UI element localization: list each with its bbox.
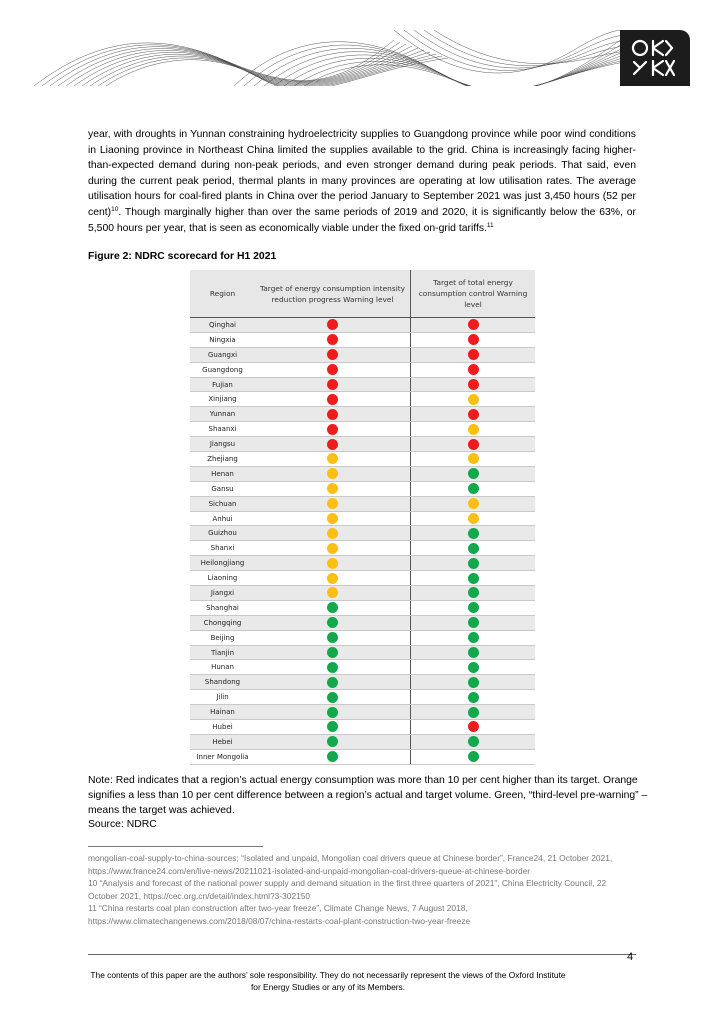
green-warning-dot (468, 751, 479, 762)
region-name: Sichuan (208, 499, 237, 508)
total-warning-cell (411, 750, 535, 764)
region-name: Hubei (212, 723, 233, 732)
green-warning-dot (468, 468, 479, 479)
intensity-warning-cell (255, 497, 411, 511)
green-warning-dot (327, 677, 338, 688)
intensity-warning-cell (255, 452, 411, 466)
region-name: Guizhou (208, 529, 237, 538)
green-warning-dot (468, 587, 479, 598)
page-number: 4 (627, 951, 634, 963)
region-name: Liaoning (207, 574, 238, 583)
total-warning-cell (411, 571, 535, 585)
red-warning-dot (468, 721, 479, 732)
total-warning-cell (411, 467, 535, 481)
intensity-warning-cell (255, 407, 411, 421)
red-warning-dot (327, 439, 338, 450)
total-warning-cell (411, 333, 535, 347)
footnote-ref-11[interactable]: 11 (486, 221, 494, 229)
table-header (190, 270, 535, 318)
green-warning-dot (468, 558, 479, 569)
region-name: Hunan (211, 663, 234, 672)
orange-warning-dot (327, 453, 338, 464)
table-row (190, 705, 535, 720)
total-warning-cell (411, 631, 535, 645)
red-warning-dot (327, 409, 338, 420)
orange-warning-dot (327, 587, 338, 598)
note-source: Source: NDRC (88, 819, 157, 831)
total-warning-cell (411, 586, 535, 600)
orange-warning-dot (327, 573, 338, 584)
total-warning-cell (411, 318, 535, 332)
orange-warning-dot (468, 424, 479, 435)
orange-warning-dot (468, 498, 479, 509)
red-warning-dot (468, 409, 479, 420)
green-warning-dot (468, 573, 479, 584)
table-row (190, 735, 535, 750)
green-warning-dot (327, 662, 338, 673)
intensity-warning-cell (255, 571, 411, 585)
red-warning-dot (327, 424, 338, 435)
figure-note (88, 774, 648, 833)
intensity-warning-cell (255, 526, 411, 540)
orange-warning-dot (468, 453, 479, 464)
intensity-warning-cell (255, 601, 411, 615)
total-warning-cell (411, 512, 535, 526)
footnote-10: 10 “Analysis and forecast of the national power supply and demand situation in the first three quarters of 2021”, China Electricity Council, 22 October 2021, https://cec.org.cn/detail/index.html?3-302150 (88, 878, 607, 901)
table-row (190, 646, 535, 661)
green-warning-dot (327, 647, 338, 658)
region-name: Hebei (212, 737, 233, 746)
footnote-11: 11 “China restarts coal plan construction after two-year freeze”, Climate Change News, 7 August 2018, https://www.climatechangenews.com/2018/08/07/china-restarts-coal-plant-construction-two-year-freeze (88, 903, 471, 926)
table-row (190, 720, 535, 735)
intensity-warning-cell (255, 586, 411, 600)
intensity-warning-cell (255, 616, 411, 630)
total-warning-cell (411, 422, 535, 436)
total-warning-cell (411, 378, 535, 392)
region-name: Zhejiang (207, 455, 238, 464)
total-warning-cell (411, 452, 535, 466)
intensity-warning-cell (255, 348, 411, 362)
intensity-warning-cell (255, 318, 411, 332)
intensity-warning-cell (255, 675, 411, 689)
region-name: Shanxi (210, 544, 235, 553)
green-warning-dot (327, 632, 338, 643)
intensity-warning-cell (255, 705, 411, 719)
table-row (190, 571, 535, 586)
table-row (190, 348, 535, 363)
red-warning-dot (327, 349, 338, 360)
table-row (190, 422, 535, 437)
region-name: Shandong (204, 678, 241, 687)
region-name: Yunnan (209, 410, 236, 419)
table-row (190, 378, 535, 393)
table-row (190, 601, 535, 616)
total-warning-cell (411, 675, 535, 689)
column-header-region: Region (209, 289, 236, 298)
body-paragraph-main: year, with droughts in Yunnan constraining hydroelectricity supplies to Guangdong province while poor wind conditions in Liaoning province in Northeast China limited the supplies available to the grid. China is increasingly facing higher-than-expected demand during non-peak periods, and even stronger demand during peak periods. That said, even during the current peak period, thermal plants in many provinces are operating at low utilisation rates. The average utilisation hours for coal-fired plants in China over the period January to September 2021 was just 3,450 hours (52 per cent) (88, 129, 636, 218)
orange-warning-dot (327, 528, 338, 539)
footer-divider (88, 954, 636, 955)
table-row (190, 318, 535, 333)
intensity-warning-cell (255, 482, 411, 496)
green-warning-dot (468, 647, 479, 658)
table-row (190, 556, 535, 571)
orange-warning-dot (468, 513, 479, 524)
green-warning-dot (327, 751, 338, 762)
orange-warning-dot (468, 394, 479, 405)
intensity-warning-cell (255, 422, 411, 436)
table-row (190, 541, 535, 556)
intensity-warning-cell (255, 512, 411, 526)
table-row (190, 407, 535, 422)
red-warning-dot (327, 319, 338, 330)
intensity-warning-cell (255, 720, 411, 734)
region-name: Jiangxi (210, 589, 235, 598)
table-row (190, 437, 535, 452)
intensity-warning-cell (255, 631, 411, 645)
region-name: Tianjin (210, 648, 235, 657)
green-warning-dot (468, 528, 479, 539)
region-name: Jilin (216, 693, 229, 702)
green-warning-dot (327, 736, 338, 747)
footnote-ref-10[interactable]: 10 (111, 205, 119, 213)
region-name: Heilongjiang (200, 559, 245, 568)
red-warning-dot (468, 349, 479, 360)
table-row (190, 631, 535, 646)
green-warning-dot (468, 692, 479, 703)
table-row (190, 467, 535, 482)
total-warning-cell (411, 497, 535, 511)
intensity-warning-cell (255, 690, 411, 704)
green-warning-dot (468, 632, 479, 643)
table-row (190, 690, 535, 705)
table-row (190, 586, 535, 601)
green-warning-dot (468, 617, 479, 628)
column-header-intensity: Target of energy consumption intensity reduction progress Warning level (255, 270, 411, 317)
intensity-warning-cell (255, 378, 411, 392)
orange-warning-dot (327, 513, 338, 524)
region-name: Jiangsu (209, 440, 236, 449)
total-warning-cell (411, 526, 535, 540)
table-row (190, 363, 535, 378)
intensity-warning-cell (255, 541, 411, 555)
table-row (190, 660, 535, 675)
table-row (190, 392, 535, 407)
total-warning-cell (411, 437, 535, 451)
region-name: Anhui (212, 514, 233, 523)
region-name: Gansu (211, 484, 234, 493)
intensity-warning-cell (255, 660, 411, 674)
table-body (190, 318, 535, 765)
total-warning-cell (411, 616, 535, 630)
green-warning-dot (327, 692, 338, 703)
footnote-9-continued: mongolian-coal-supply-to-china-sources; “Isolated and unpaid, Mongolian coal drivers queue at Chinese border”, France24, 21 October 2021, https://www.france24.com/en/live-news/20211021-isolated-and-unpaid-mongolian-coal-drivers-queue-at-chinese-border (88, 853, 613, 876)
green-warning-dot (327, 721, 338, 732)
region-name: Guangxi (207, 350, 238, 359)
green-warning-dot (468, 602, 479, 613)
region-name: Hainan (210, 708, 235, 717)
total-warning-cell (411, 601, 535, 615)
footer-disclaimer: The contents of this paper are the authors’ sole responsibility. They do not necessarily represent the views of the Oxford Institute for Energy Studies or any of its Members. (90, 970, 566, 992)
green-warning-dot (468, 677, 479, 688)
region-name: Beijing (210, 633, 235, 642)
table-row (190, 497, 535, 512)
red-warning-dot (327, 364, 338, 375)
total-warning-cell (411, 690, 535, 704)
body-paragraph-continued: . Though marginally higher than over the same periods of 2019 and 2020, it is significantly below the 63%, or 5,500 hours per year, that is seen as economically viable under the fixed on-grid tariffs. (88, 206, 636, 234)
intensity-warning-cell (255, 333, 411, 347)
region-name: Guangdong (202, 365, 243, 374)
red-warning-dot (468, 319, 479, 330)
region-name: Shanghai (206, 603, 239, 612)
table-row (190, 482, 535, 497)
intensity-warning-cell (255, 646, 411, 660)
red-warning-dot (327, 379, 338, 390)
green-warning-dot (468, 543, 479, 554)
intensity-warning-cell (255, 556, 411, 570)
green-warning-dot (468, 662, 479, 673)
red-warning-dot (468, 334, 479, 345)
intensity-warning-cell (255, 735, 411, 749)
orange-warning-dot (327, 498, 338, 509)
footnote-divider (88, 846, 263, 847)
table-row (190, 526, 535, 541)
table-row (190, 616, 535, 631)
region-name: Ningxia (209, 335, 236, 344)
table-row (190, 750, 535, 765)
intensity-warning-cell (255, 392, 411, 406)
total-warning-cell (411, 735, 535, 749)
green-warning-dot (468, 483, 479, 494)
intensity-warning-cell (255, 363, 411, 377)
table-row (190, 333, 535, 348)
green-warning-dot (327, 602, 338, 613)
region-name: Inner Mongolia (196, 752, 249, 761)
green-warning-dot (327, 707, 338, 718)
region-name: Qinghai (208, 321, 236, 329)
red-warning-dot (468, 364, 479, 375)
total-warning-cell (411, 363, 535, 377)
total-warning-cell (411, 556, 535, 570)
red-warning-dot (468, 379, 479, 390)
figure-caption: Figure 2: NDRC scorecard for H1 2021 (88, 251, 277, 262)
red-warning-dot (327, 334, 338, 345)
total-warning-cell (411, 660, 535, 674)
total-warning-cell (411, 646, 535, 660)
total-warning-cell (411, 720, 535, 734)
column-header-total: Target of total energy consumption control Warning level (418, 278, 528, 309)
total-warning-cell (411, 541, 535, 555)
ndrc-scorecard-table (190, 270, 535, 765)
body-paragraph (88, 127, 636, 236)
total-warning-cell (411, 407, 535, 421)
green-warning-dot (468, 707, 479, 718)
region-name: Henan (211, 469, 234, 478)
region-name: Chongqing (203, 618, 242, 627)
region-name: Fujian (212, 380, 233, 389)
intensity-warning-cell (255, 437, 411, 451)
intensity-warning-cell (255, 750, 411, 764)
note-text: Note: Red indicates that a region’s actual energy consumption was more than 10 per cent higher than its target. Orange signifies a less than 10 per cent difference between a region’s actual and target volume. Green, “third-level pre-warning” – means the target was achieved. (88, 775, 648, 816)
orange-warning-dot (327, 558, 338, 569)
red-warning-dot (468, 439, 479, 450)
region-name: Shaanxi (208, 425, 237, 434)
footnotes (88, 852, 638, 927)
green-warning-dot (468, 736, 479, 747)
table-row (190, 675, 535, 690)
total-warning-cell (411, 392, 535, 406)
orange-warning-dot (327, 483, 338, 494)
intensity-warning-cell (255, 467, 411, 481)
total-warning-cell (411, 705, 535, 719)
total-warning-cell (411, 348, 535, 362)
table-row (190, 512, 535, 527)
oies-logo (620, 30, 690, 86)
header-wave-banner (34, 30, 690, 86)
green-warning-dot (327, 617, 338, 628)
oies-logo-icon (620, 30, 690, 86)
orange-warning-dot (327, 468, 338, 479)
table-row (190, 452, 535, 467)
orange-warning-dot (327, 543, 338, 554)
region-name: Xinjiang (208, 395, 237, 404)
red-warning-dot (327, 394, 338, 405)
total-warning-cell (411, 482, 535, 496)
